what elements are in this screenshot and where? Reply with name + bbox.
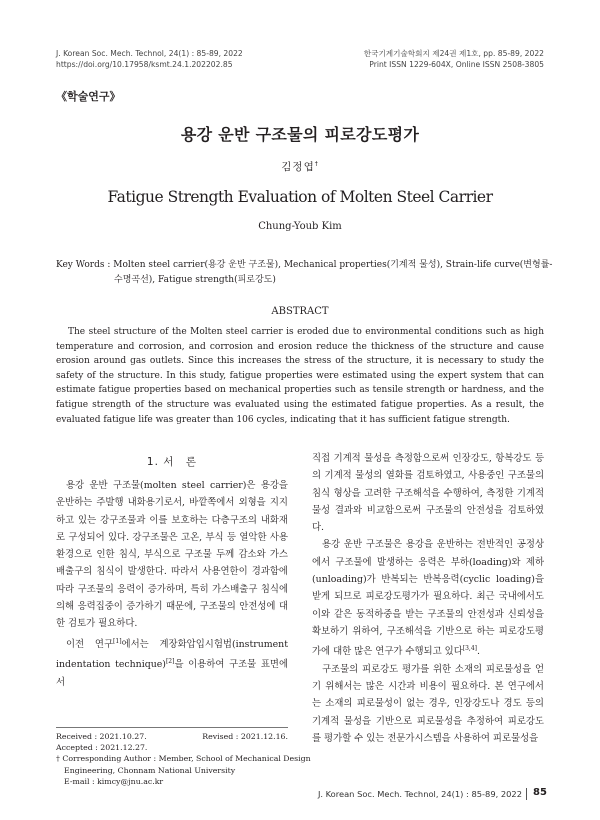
intro-paragraph-2-continued: 직접 기계적 물성을 측정함으로써 인장강도, 항복강도 등의 기계적 물성의 열화를 검토하였고, 사용중인 구조물의 침식 형상을 고려한 구조해석을 수행하여, 측정한 기계적 물성 결과와 비교함으로써 구조물의 안전성을 검토하였다. [312,453,544,534]
intro-paragraph-2-text-a: 이전 연구 [66,638,114,650]
keywords-line1: Molten steel carrier(용강 운반 구조물), Mechanical properties(기계적 물성), Strain-life curve(변형률- [113,260,553,270]
intro-paragraph-2 [56,633,288,691]
journal-citation-header: J. Korean Soc. Mech. Technol, 24(1) : 85-89, 2022 [56,49,243,58]
intro-paragraph-3-text-a: 용강 운반 구조물은 용강을 운반하는 전반적인 공정상에서 구조물에 발생하는 응력은 부하(loading)와 제하(unloading)가 반복되는 반복응력(cyclic loading)을 받게 되므로 피로강도평가가 필요하다. 최근 국내에서도 이와 같은 동적하중을 받는 구조물의 안전성과 신뢰성을 확보하기 위하여, 구조해석을 기반으로 하는 피로강도평가에 대한 많은 연구가 수행되고 있다 [312,539,544,658]
title-korean: 용강 운반 구조물의 피로강도평가 [180,125,420,144]
citation-ref-2[interactable]: [2] [165,658,175,666]
intro-paragraph-3-text-b: . [476,646,480,658]
left-column-body [56,477,288,691]
citation-ref-1[interactable]: [1] [113,637,122,645]
right-column-body [312,450,544,747]
issn-header: Print ISSN 1229-604X, Online ISSN 2508-3805 [369,60,544,69]
title-english: Fatigue Strength Evaluation of Molten Steel Carrier [107,188,493,206]
received-date: Received : 2021.10.27. [56,732,147,741]
corresponding-author-line1: † Corresponding Author : Member, School of Mechanical Design [56,754,311,764]
intro-paragraph-2-text-b: 에서는 계장화압입시험법(instrument indentation technique) [56,638,288,671]
revised-date: Revised : 2021.12.16. [202,732,288,741]
doi-link[interactable]: https://doi.org/10.17958/ksmt.24.1.202202.85 [56,60,233,69]
article-notes [56,731,311,787]
intro-paragraph-4: 구조물의 피로강도 평가를 위한 소재의 피로물성을 얻기 위해서는 많은 시간과 비용이 필요하다. 본 연구에서는 소재의 피로물성이 없는 경우, 인장강도나 경도 등의 기계적 물성을 기반으로 피로물성을 추정하여 피로강도를 평가할 수 있는 전문가시스템을 사용하여 피로물성을 [312,663,544,744]
intro-paragraph-3 [312,536,544,660]
intro-paragraph-2-text-c: 을 이용하여 구조물 표면에서 [56,659,289,688]
page-number: 85 [533,787,547,798]
corresponding-author-email[interactable]: E-mail : kimcy@jnu.ac.kr [64,776,164,786]
intro-paragraph-1: 용강 운반 구조물(molten steel carrier)은 용강을 운반하는 주발행 내화용기로서, 바깥쪽에서 외형을 지지하고 있는 강구조물과 이를 보호하는 다층구조의 내화재로 구성되어 있다. 강구조물은 고온, 부식 등 열악한 사용환경으로 인한 침식, 부식으로 구조물 두께 감소와 가스배출구의 침식이 발생한다. 따라서 사용연한이 경과함에 따라 구조물의 응력이 증가하며, 특히 가스배출구 침식에 의해 응력집중이 증가하기 때문에, 구조물의 안전성에 대한 검토가 필요하다. [56,480,288,630]
section-heading-introduction: 1. 서 론 [146,456,198,468]
footer-separator [526,788,527,800]
abstract-heading: ABSTRACT [271,306,329,317]
footnote-divider [56,727,288,728]
author-korean [0,159,600,174]
journal-volume-header-ko: 한국기계기술학회지 제24권 제1호, pp. 85-89, 2022 [363,49,544,58]
footer-citation: J. Korean Soc. Mech. Technol, 24(1) : 85-89, 2022 [317,789,522,799]
corresponding-author-mark: † [314,160,319,168]
dates-row [56,731,288,742]
citation-ref-3[interactable]: [3,4] [462,645,477,653]
author-english: Chung-Youb Kim [258,221,342,232]
keywords-line2: 수명곡선), Fatigue strength(피로강도) [114,275,276,285]
abstract-text: The steel structure of the Molten steel carrier is eroded due to environmental conditions such as high temperature and corrosion, and corrosion and erosion reduce the thickness of the structure and cause erosion around gas outlets. Since this increases the stress of the structure, it is necessary to study the safety of the structure. In this study, fatigue properties were estimated using the expert system that can estimate fatigue properties based on mechanical properties such as tensile strength or hardness, and the fatigue strength of the structure was evaluated using the estimated fatigue properties. As a result, the evaluated fatigue life was greater than 106 cycles, indicating that it has sufficient fatigue strength. [56,327,544,425]
author-korean-name: 김정엽 [281,161,315,173]
corresponding-author-line2: Engineering, Chonnam National University [64,765,236,775]
keywords-block [56,258,552,273]
article-category: 《학술연구》 [56,90,121,103]
keywords-label: Key Words : [56,260,111,270]
accepted-date: Accepted : 2021.12.27. [56,743,148,753]
